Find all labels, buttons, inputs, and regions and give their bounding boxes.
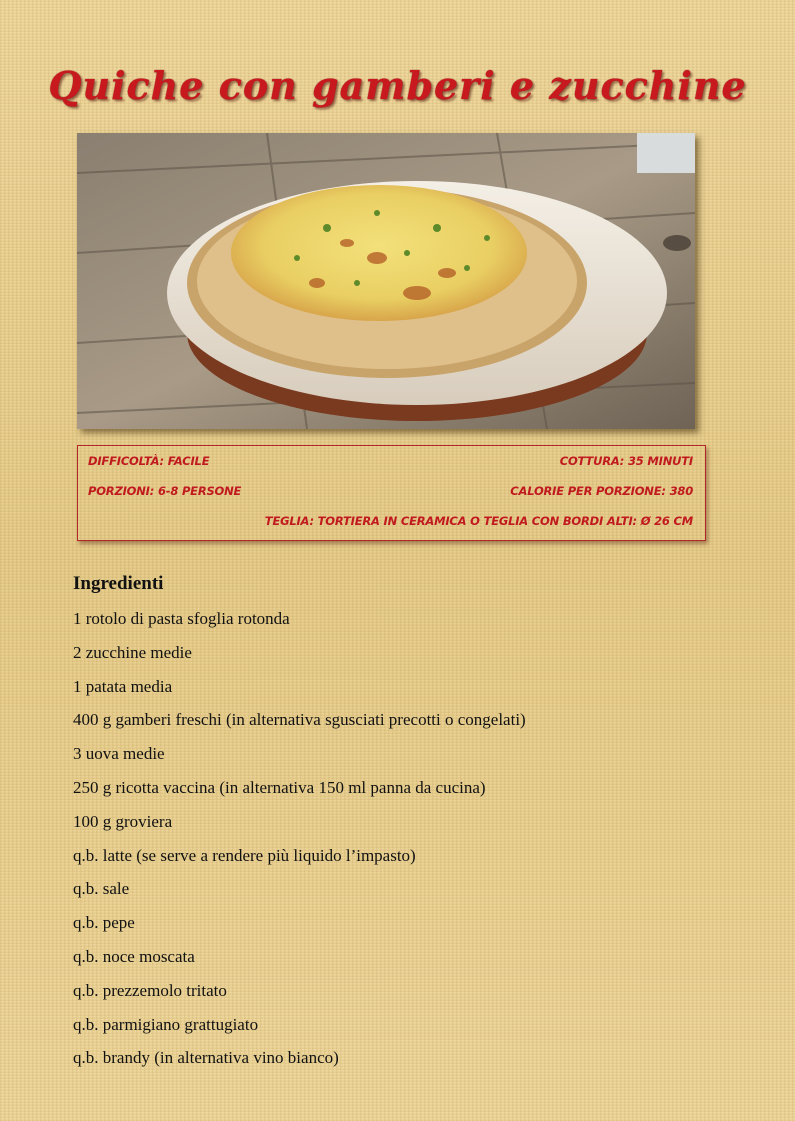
cooking-time-text: COTTURA: 35 MINUTI — [559, 454, 693, 468]
ingredient-item: q.b. latte (se serve a rendere più liquido l’impasto) — [73, 845, 416, 865]
ingredient-item: 400 g gamberi freschi (in alternativa sgusciati precotti o congelati) — [73, 710, 526, 730]
ingredient-item: q.b. brandy (in alternativa vino bianco) — [73, 1048, 339, 1068]
ingredient-item: q.b. sale — [73, 879, 130, 899]
ingredient-item: q.b. noce moscata — [73, 946, 195, 966]
ingredients-heading: Ingredienti — [73, 573, 164, 594]
servings-text: PORZIONI: 6-8 PERSONE — [88, 484, 242, 498]
baking-dish-text: TEGLIA: TORTIERA IN CERAMICA O TEGLIA CON BORDI ALTI: Ø 26 CM — [264, 514, 693, 528]
calories-text: CALORIE PER PORZIONE: 380 — [510, 484, 693, 498]
difficulty-text: DIFFICOLTÀ: FACILE — [88, 454, 210, 468]
ingredient-item: q.b. parmigiano grattugiato — [73, 1014, 259, 1034]
ingredient-item: 1 rotolo di pasta sfoglia rotonda — [73, 609, 290, 628]
recipe-info-box — [77, 445, 706, 541]
recipe-title: Quiche con gamberi e zucchine — [48, 63, 747, 109]
ingredient-item: q.b. pepe — [73, 913, 135, 933]
ingredients-list — [73, 608, 526, 1081]
ingredient-item: 100 g groviera — [73, 811, 173, 831]
ingredient-item: q.b. prezzemolo tritato — [73, 980, 227, 1000]
ingredient-item: 3 uova medie — [73, 744, 165, 764]
ingredient-item: 250 g ricotta vaccina (in alternativa 150 ml panna da cucina) — [73, 777, 486, 797]
ingredient-item: 1 patata media — [73, 676, 173, 696]
ingredient-item: 2 zucchine medie — [73, 642, 192, 662]
quiche-photo — [77, 133, 695, 429]
